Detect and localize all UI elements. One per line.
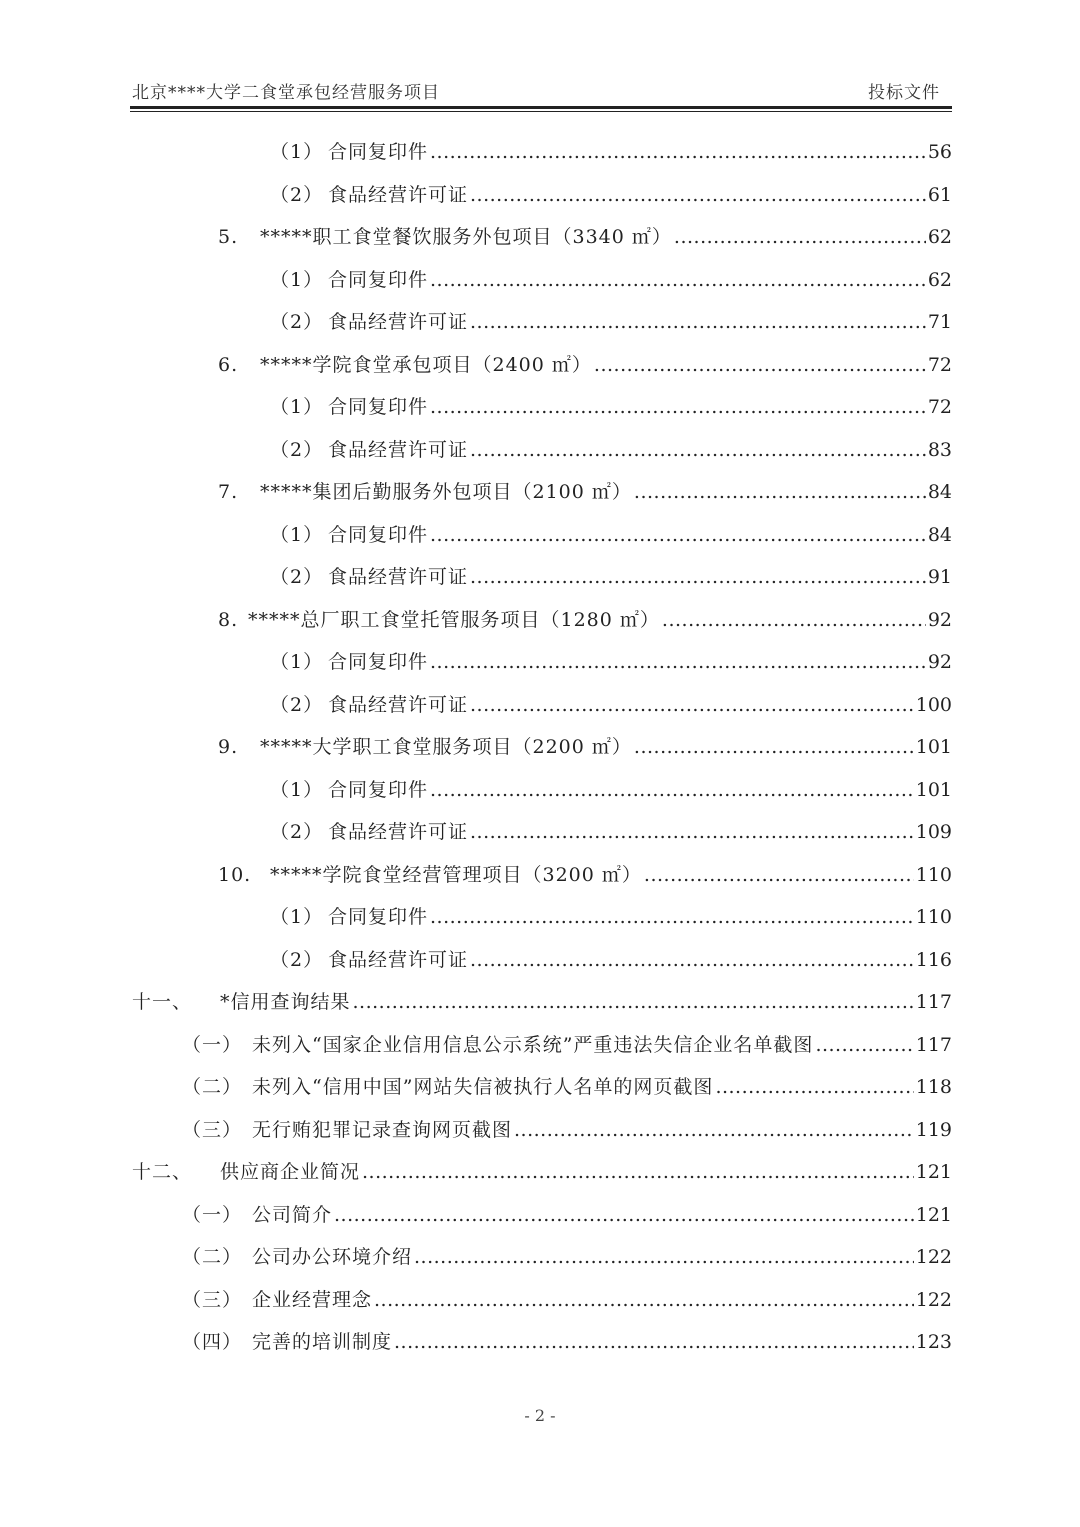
toc-dot-leader: [470, 940, 914, 980]
toc-entry-title: 合同复印件: [328, 523, 429, 546]
toc-entry[interactable]: [218, 217, 952, 257]
toc-entry-title: 未列入“国家企业信用信息公示系统”严重违法失信企业名单截图: [252, 1033, 814, 1056]
toc-entry-title: 企业经营理念: [252, 1288, 373, 1311]
toc-entry-title: *****大学职工食堂服务项目（2200 ㎡）: [260, 736, 632, 758]
toc-entry-number: （2）: [270, 438, 324, 461]
toc-entry-page: 61: [927, 183, 952, 206]
toc-entry-page: 119: [915, 1118, 952, 1141]
toc-entry-number: （2）: [270, 183, 324, 206]
toc-entry-page: 62: [927, 226, 952, 248]
toc-entry-title: 公司简介: [252, 1203, 333, 1226]
toc-entry-page: 116: [915, 948, 952, 971]
toc-entry-title: 合同复印件: [328, 268, 429, 291]
toc-entry[interactable]: [270, 897, 952, 937]
toc-entry-number: 6.: [218, 353, 239, 376]
toc-entry-page: 110: [915, 863, 952, 886]
toc-entry-title: 无行贿犯罪记录查询网页截图: [252, 1118, 513, 1141]
toc-entry-title: 公司办公环境介绍: [252, 1246, 413, 1268]
toc-dot-leader: [374, 1280, 914, 1320]
toc-entry-title: 供应商企业简况: [220, 1161, 361, 1183]
toc-dot-leader: [430, 897, 914, 937]
toc-entry-page: 83: [927, 438, 952, 461]
toc-entry-title: 食品经营许可证: [328, 183, 469, 206]
toc-entry-page: 121: [915, 1161, 952, 1183]
toc-entry-title: 食品经营许可证: [328, 948, 469, 971]
toc-entry[interactable]: [270, 430, 952, 470]
toc-entry[interactable]: [182, 1322, 952, 1362]
toc-dot-leader: [334, 1195, 914, 1235]
toc-entry-page: 84: [927, 523, 952, 546]
toc-entry-number: （三）: [182, 1288, 243, 1311]
toc-dot-leader: [715, 1067, 913, 1107]
toc-entry[interactable]: [182, 1067, 952, 1107]
toc-entry-page: 109: [915, 821, 952, 843]
toc-dot-leader: [430, 642, 926, 682]
toc-entry-number: （2）: [270, 566, 324, 588]
toc-entry-page: 101: [915, 736, 952, 758]
toc-entry[interactable]: [270, 132, 952, 172]
toc-entry[interactable]: [270, 685, 952, 725]
toc-dot-leader: [430, 515, 926, 555]
toc-entry-number: （一）: [182, 1033, 243, 1056]
toc-entry-page: 117: [915, 991, 952, 1013]
toc-entry-page: 123: [915, 1331, 952, 1353]
toc-entry[interactable]: [182, 1110, 952, 1150]
toc-entry-title: 完善的培训制度: [252, 1331, 393, 1353]
toc-dot-leader: [674, 217, 926, 257]
toc-entry-number: （2）: [270, 821, 324, 843]
toc-entry[interactable]: [270, 770, 952, 810]
toc-entry[interactable]: [270, 642, 952, 682]
toc-entry-page: 84: [927, 481, 952, 503]
toc-entry-title: 合同复印件: [328, 651, 429, 673]
toc-entry-page: 71: [927, 311, 952, 333]
toc-entry-number: 8.: [218, 608, 239, 631]
toc-entry-page: 100: [915, 693, 952, 716]
toc-entry-number: （二）: [182, 1076, 243, 1098]
toc-entry-page: 118: [915, 1076, 952, 1098]
toc-entry-number: 十一、: [132, 991, 193, 1013]
toc-dot-leader: [430, 770, 914, 810]
toc-entry[interactable]: [270, 387, 952, 427]
toc-entry[interactable]: [218, 472, 952, 512]
toc-entry[interactable]: [182, 1237, 952, 1277]
toc-entry-number: （1）: [270, 906, 324, 928]
toc-entry-number: 10.: [218, 863, 252, 886]
toc-entry-page: 117: [915, 1033, 952, 1056]
toc-entry-page: 91: [927, 566, 952, 588]
toc-dot-leader: [644, 855, 914, 895]
toc-entry-number: （1）: [270, 141, 324, 163]
header-divider: [130, 106, 952, 109]
toc-entry[interactable]: [218, 855, 952, 895]
toc-dot-leader: [362, 1152, 914, 1192]
toc-dot-leader: [430, 260, 926, 300]
toc-dot-leader: [470, 685, 914, 725]
toc-entry[interactable]: [270, 302, 952, 342]
toc-entry-page: 72: [927, 353, 952, 376]
toc-dot-leader: [662, 600, 926, 640]
toc-entry-number: （一）: [182, 1203, 243, 1226]
toc-entry-page: 122: [915, 1246, 952, 1268]
toc-entry-number: （三）: [182, 1118, 243, 1141]
toc-dot-leader: [470, 302, 926, 342]
toc-entry-title: 食品经营许可证: [328, 311, 469, 333]
toc-entry-title: 合同复印件: [328, 778, 429, 801]
page-number: - 2 -: [524, 1406, 556, 1425]
toc-entry-number: （四）: [182, 1331, 243, 1353]
toc-dot-leader: [394, 1322, 914, 1362]
toc-entry-title: 食品经营许可证: [328, 566, 469, 588]
toc-dot-leader: [353, 982, 914, 1022]
toc-dot-leader: [470, 812, 914, 852]
toc-entry[interactable]: [270, 812, 952, 852]
toc-entry-number: （2）: [270, 693, 324, 716]
document-type: 投标文件: [868, 83, 940, 103]
toc-entry-title: *信用查询结果: [220, 991, 351, 1013]
toc-dot-leader: [470, 175, 926, 215]
toc-entry[interactable]: [218, 600, 952, 640]
toc-entry[interactable]: [132, 982, 952, 1022]
toc-entry-title: *****职工食堂餐饮服务外包项目（3340 ㎡）: [260, 226, 672, 248]
toc-entry-title: 食品经营许可证: [328, 438, 469, 461]
toc-entry-number: （1）: [270, 396, 324, 418]
toc-dot-leader: [634, 727, 914, 767]
toc-dot-leader: [594, 345, 926, 385]
toc-entry-page: 72: [927, 396, 952, 418]
toc-entry[interactable]: [218, 345, 952, 385]
toc-entry-number: （1）: [270, 523, 324, 546]
toc-entry[interactable]: [218, 727, 952, 767]
toc-entry-title: 食品经营许可证: [328, 693, 469, 716]
toc-entry[interactable]: [132, 1152, 952, 1192]
toc-entry[interactable]: [270, 260, 952, 300]
toc-entry-number: （1）: [270, 268, 324, 291]
toc-dot-leader: [634, 472, 926, 512]
toc-dot-leader: [430, 387, 926, 427]
toc-dot-leader: [815, 1025, 913, 1065]
toc-entry-number: （1）: [270, 778, 324, 801]
toc-entry-number: 十二、: [132, 1161, 193, 1183]
toc-entry-number: 5.: [218, 226, 239, 248]
toc-entry-number: （1）: [270, 651, 324, 673]
toc-entry-number: （二）: [182, 1246, 243, 1268]
toc-dot-leader: [470, 557, 926, 597]
toc-entry[interactable]: [270, 515, 952, 555]
toc-entry-number: 7.: [218, 481, 239, 503]
toc-entry-page: 121: [915, 1203, 952, 1226]
toc-dot-leader: [430, 132, 926, 172]
toc-dot-leader: [470, 430, 926, 470]
toc-entry-page: 110: [915, 906, 952, 928]
page-header: [132, 78, 940, 104]
header-divider-thin: [130, 111, 952, 112]
toc-entry-title: 未列入“信用中国”网站失信被执行人名单的网页截图: [252, 1076, 714, 1098]
toc-entry-title: 合同复印件: [328, 141, 429, 163]
toc-entry-number: 9.: [218, 736, 239, 758]
toc-entry-title: 合同复印件: [328, 396, 429, 418]
toc-entry-title: *****学院食堂承包项目（2400 ㎡）: [260, 353, 592, 376]
toc-entry-page: 62: [927, 268, 952, 291]
toc-entry-number: （2）: [270, 948, 324, 971]
toc-entry-title: 合同复印件: [328, 906, 429, 928]
toc-entry[interactable]: [270, 557, 952, 597]
toc-entry-number: （2）: [270, 311, 324, 333]
toc-entry-page: 92: [927, 608, 952, 631]
toc-entry-page: 122: [915, 1288, 952, 1311]
toc-entry-page: 56: [927, 141, 952, 163]
toc-dot-leader: [514, 1110, 914, 1150]
document-title: 北京****大学二食堂承包经营服务项目: [132, 83, 440, 103]
toc-entry[interactable]: [182, 1280, 952, 1320]
toc-dot-leader: [414, 1237, 914, 1277]
toc-entry-page: 92: [927, 651, 952, 673]
toc-entry[interactable]: [270, 175, 952, 215]
toc-entry[interactable]: [182, 1195, 952, 1235]
toc-entry-page: 101: [915, 778, 952, 801]
toc-entry-title: 食品经营许可证: [328, 821, 469, 843]
toc-entry-title: *****集团后勤服务外包项目（2100 ㎡）: [260, 481, 632, 503]
toc-entry-title: *****学院食堂经营管理项目（3200 ㎡）: [270, 863, 642, 886]
toc-entry[interactable]: [182, 1025, 952, 1065]
toc-entry-title: *****总厂职工食堂托管服务项目（1280 ㎡）: [248, 608, 660, 631]
toc-entry[interactable]: [270, 940, 952, 980]
